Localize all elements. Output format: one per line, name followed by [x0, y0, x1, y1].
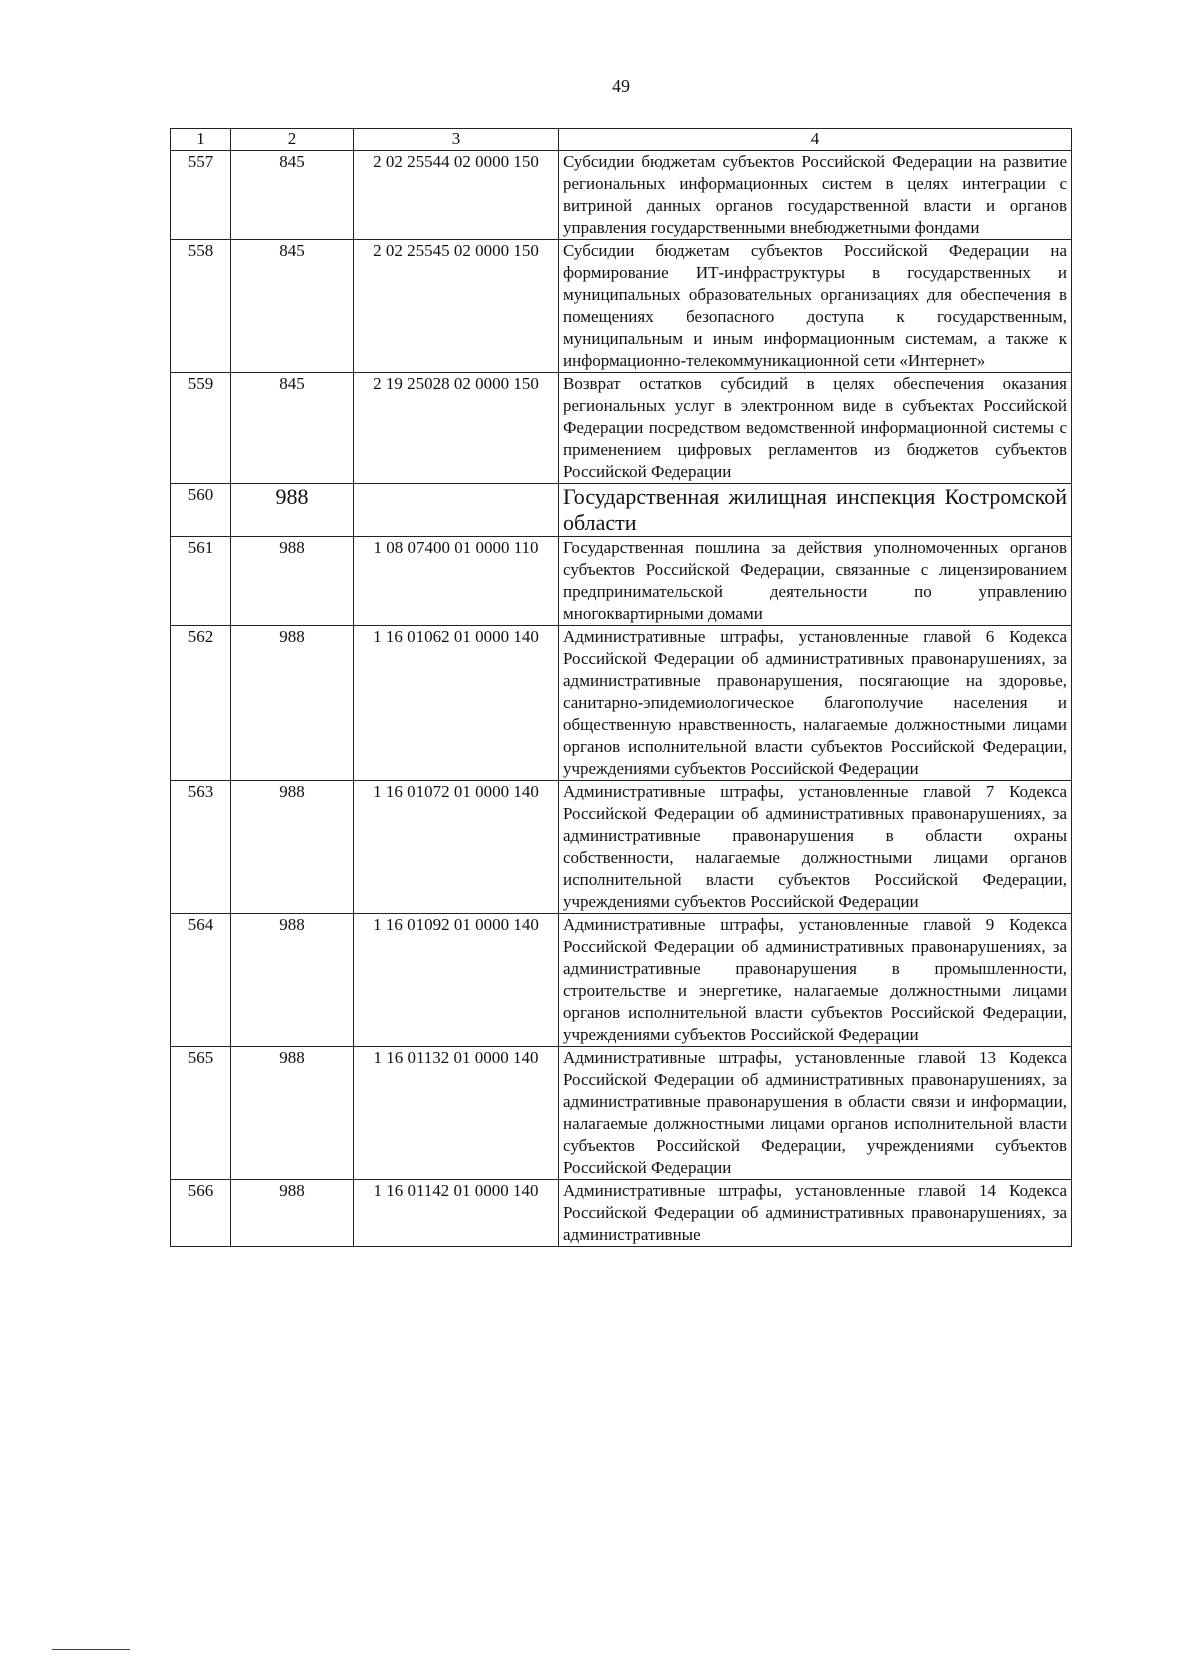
revenue-description: Административные штрафы, установленные главой 6 Кодекса Российской Федерации об административных правонарушениях, за административные правонарушения, посягающие на здоровье, санитарно-эпидемиологическое благополучие населения и общественную нравственность, налагаемые должностными лицами органов исполнительной власти субъектов Российской Федерации, учреждениями субъектов Российской Федерации [559, 626, 1072, 781]
table-row [171, 373, 1072, 484]
row-number: 563 [171, 781, 231, 914]
row-number: 564 [171, 914, 231, 1047]
table-row [171, 151, 1072, 240]
header-col-3: 3 [354, 129, 559, 151]
table-row [171, 1047, 1072, 1180]
row-number: 566 [171, 1180, 231, 1247]
administrator-code: 988 [231, 781, 354, 914]
table-row [171, 626, 1072, 781]
table-row [171, 914, 1072, 1047]
budget-classification-code: 2 19 25028 02 0000 150 [354, 373, 559, 484]
administrator-code: 845 [231, 151, 354, 240]
header-col-4: 4 [559, 129, 1072, 151]
budget-classification-code [354, 484, 559, 537]
budget-classification-code: 1 16 01092 01 0000 140 [354, 914, 559, 1047]
row-number: 559 [171, 373, 231, 484]
row-number: 558 [171, 240, 231, 373]
budget-classification-code: 1 16 01062 01 0000 140 [354, 626, 559, 781]
row-number: 561 [171, 537, 231, 626]
table-row [171, 240, 1072, 373]
revenue-description: Административные штрафы, установленные главой 13 Кодекса Российской Федерации об административных правонарушениях, за административные правонарушения в области связи и информации, налагаемые должностными лицами органов исполнительной власти субъектов Российской Федерации, учреждениями субъектов Российской Федерации [559, 1047, 1072, 1180]
revenue-description: Административные штрафы, установленные главой 7 Кодекса Российской Федерации об административных правонарушениях, за административные правонарушения в области охраны собственности, налагаемые должностными лицами органов исполнительной власти субъектов Российской Федерации, учреждениями субъектов Российской Федерации [559, 781, 1072, 914]
administrator-code: 988 [231, 1180, 354, 1247]
budget-classification-code: 1 16 01132 01 0000 140 [354, 1047, 559, 1180]
row-number: 562 [171, 626, 231, 781]
revenue-description: Возврат остатков субсидий в целях обеспечения оказания региональных услуг в электронном виде в субъектах Российской Федерации посредством ведомственной информационной системы с применением цифровых регламентов из бюджетов субъектов Российской Федерации [559, 373, 1072, 484]
administrator-name: Государственная жилищная инспекция Костромской области [559, 484, 1072, 537]
table-row-section-heading [171, 484, 1072, 537]
administrator-code: 988 [231, 1047, 354, 1180]
table-row [171, 1180, 1072, 1247]
revenue-description: Административные штрафы, установленные главой 14 Кодекса Российской Федерации об административных правонарушениях, за административные [559, 1180, 1072, 1247]
table-row [171, 781, 1072, 914]
revenue-description: Государственная пошлина за действия уполномоченных органов субъектов Российской Федерации, связанные с лицензированием предпринимательской деятельности по управлению многоквартирными домами [559, 537, 1072, 626]
administrator-code: 988 [231, 626, 354, 781]
budget-classification-code: 1 16 01072 01 0000 140 [354, 781, 559, 914]
revenue-description: Субсидии бюджетам субъектов Российской Федерации на развитие региональных информационных систем в целях интеграции с витриной данных органов государственной власти и органов управления государственными внебюджетными фондами [559, 151, 1072, 240]
administrator-code: 988 [231, 914, 354, 1047]
row-number: 565 [171, 1047, 231, 1180]
footer-divider [52, 1649, 130, 1650]
header-col-1: 1 [171, 129, 231, 151]
revenue-codes-table [170, 128, 1072, 1247]
administrator-code: 845 [231, 240, 354, 373]
budget-classification-code: 1 16 01142 01 0000 140 [354, 1180, 559, 1247]
revenue-description: Субсидии бюджетам субъектов Российской Федерации на формирование ИТ-инфраструктуры в государственных и муниципальных образовательных организациях для обеспечения в помещениях безопасного доступа к государственным, муниципальным и иным информационным системам, а также к информационно-телекоммуникационной сети «Интернет» [559, 240, 1072, 373]
table-header-row [171, 129, 1072, 151]
budget-classification-code: 2 02 25545 02 0000 150 [354, 240, 559, 373]
administrator-code: 988 [231, 537, 354, 626]
header-col-2: 2 [231, 129, 354, 151]
row-number: 557 [171, 151, 231, 240]
row-number: 560 [171, 484, 231, 537]
revenue-description: Административные штрафы, установленные главой 9 Кодекса Российской Федерации об административных правонарушениях, за административные правонарушения в промышленности, строительстве и энергетике, налагаемые должностными лицами органов исполнительной власти субъектов Российской Федерации, учреждениями субъектов Российской Федерации [559, 914, 1072, 1047]
page-number: 49 [612, 76, 630, 96]
budget-classification-code: 1 08 07400 01 0000 110 [354, 537, 559, 626]
budget-classification-code: 2 02 25544 02 0000 150 [354, 151, 559, 240]
administrator-code: 988 [231, 484, 354, 537]
administrator-code: 845 [231, 373, 354, 484]
table-row [171, 537, 1072, 626]
